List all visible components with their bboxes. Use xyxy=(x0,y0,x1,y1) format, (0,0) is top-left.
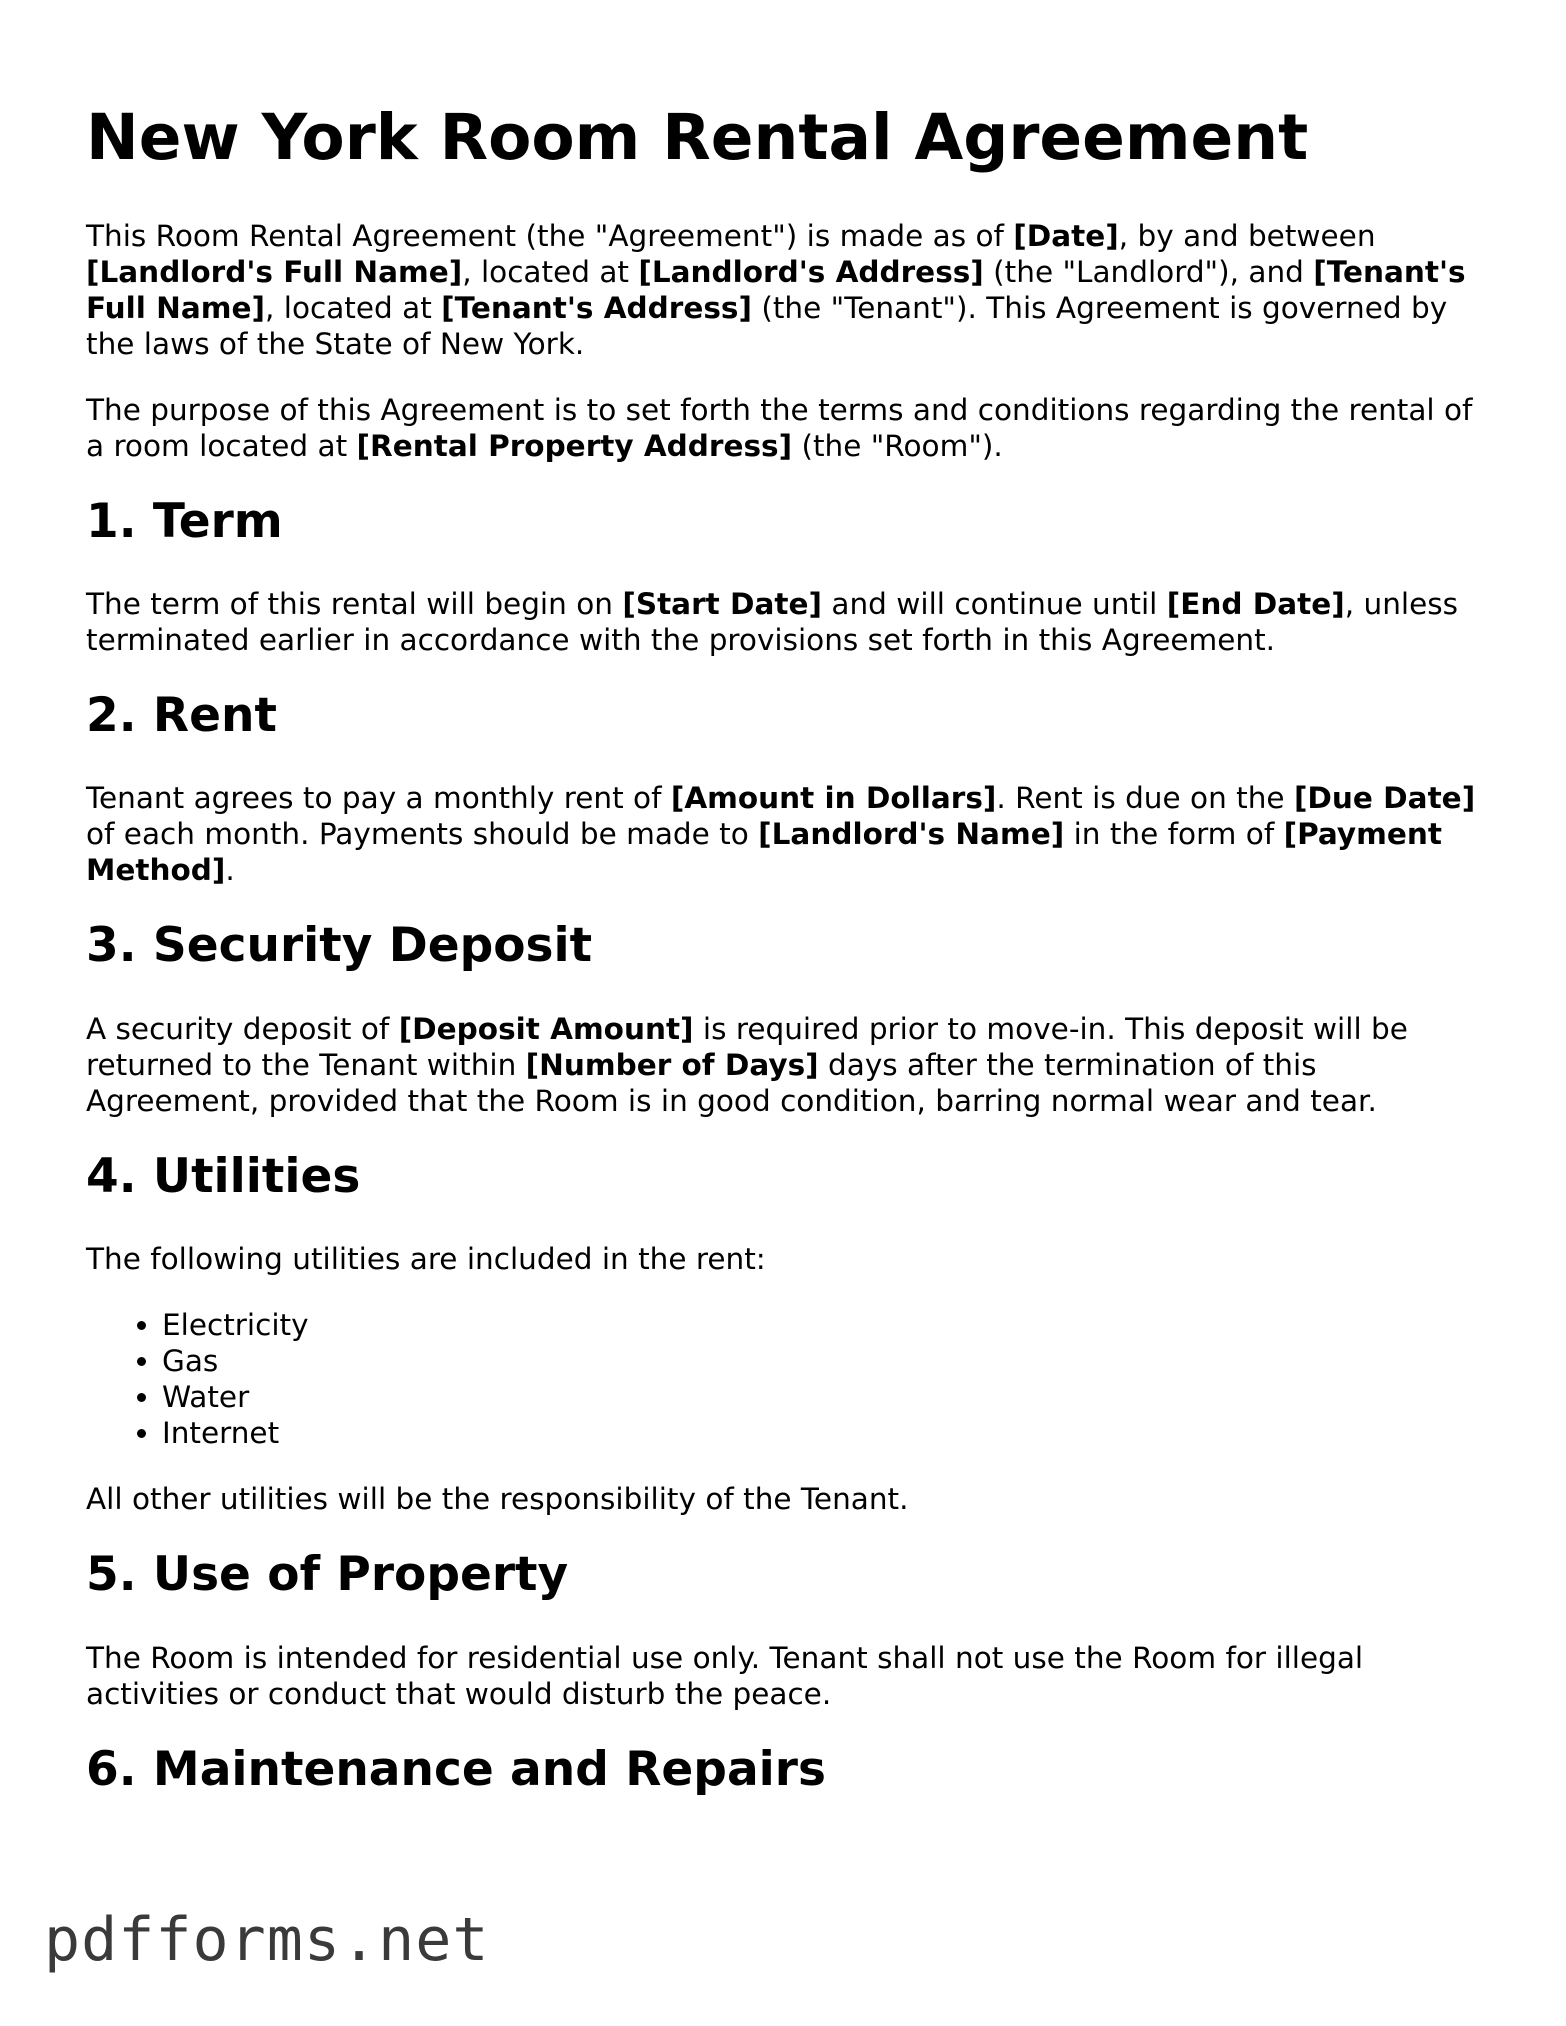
deposit-paragraph: A security deposit of [Deposit Amount] is required prior to move-in. This deposit will be returned to the Tenant within [Number of Days] days after the termination of this Agreement, provided that the Room is in good condition, barring normal wear and tear. xyxy=(86,1011,1408,1118)
section-heading-utilities: 4. Utilities xyxy=(86,1148,361,1204)
placeholder-landlord-full-name: [Landlord's Full Name] xyxy=(86,254,463,289)
placeholder-landlord-address: [Landlord's Address] xyxy=(638,254,984,289)
placeholder-end-date: [End Date] xyxy=(1166,586,1345,621)
list-item: • Electricity xyxy=(162,1307,1486,1343)
list-item: • Gas xyxy=(162,1343,1486,1379)
placeholder-due-date: [Due Date] xyxy=(1293,781,1476,816)
document-page xyxy=(86,100,1486,1834)
section-heading-maintenance-and-repairs: 6. Maintenance and Repairs xyxy=(86,1741,826,1797)
placeholder-tenant-full-name: [Tenant's Full Name] xyxy=(86,254,1466,325)
placeholder-tenant-address: [Tenant's Address] xyxy=(441,290,752,325)
section-heading-security-deposit: 3. Security Deposit xyxy=(86,918,593,974)
intro-paragraph-purpose: The purpose of this Agreement is to set forth the terms and conditions regarding the rental of a room located at [Rental Property Address] (the "Room"). xyxy=(86,392,1473,463)
rent-paragraph: Tenant agrees to pay a monthly rent of [Amount in Dollars]. Rent is due on the [Due Date] of each month. Payments should be made to [Landlord's Name] in the form of [Payment Method]. xyxy=(86,781,1476,888)
utilities-outro: All other utilities will be the responsibility of the Tenant. xyxy=(86,1482,909,1517)
section-heading-rent: 2. Rent xyxy=(86,687,277,743)
section-heading-use-of-property: 5. Use of Property xyxy=(86,1547,569,1603)
use-of-property-paragraph: The Room is intended for residential use only. Tenant shall not use the Room for illegal activities or conduct that would disturb the peace. xyxy=(86,1640,1364,1711)
section-heading-term: 1. Term xyxy=(86,493,283,549)
term-paragraph: The term of this rental will begin on [Start Date] and will continue until [End Date], unless terminated earlier in accordance with the provisions set forth in this Agreement. xyxy=(86,586,1458,657)
placeholder-start-date: [Start Date] xyxy=(622,586,822,621)
placeholder-number-of-days: [Number of Days] xyxy=(525,1047,819,1082)
placeholder-landlord-name: [Landlord's Name] xyxy=(758,817,1065,852)
list-item: • Water xyxy=(162,1379,1486,1415)
document-title: New York Room Rental Agreement xyxy=(86,101,1309,174)
intro-paragraph-parties: This Room Rental Agreement (the "Agreement") is made as of [Date], by and between [Landlord's Full Name], located at [Landlord's Address] (the "Landlord"), and [Tenant's Full Name], located at [Tenant's Address] (the "Tenant"). This Agreement is governed by the laws of the State of New York. xyxy=(86,218,1466,361)
placeholder-amount-in-dollars: [Amount in Dollars] xyxy=(670,781,997,816)
placeholder-rental-property-address: [Rental Property Address] xyxy=(356,428,793,463)
placeholder-date: [Date] xyxy=(1013,218,1119,253)
placeholder-payment-method: [Payment Method] xyxy=(86,817,1442,888)
utilities-intro: The following utilities are included in the rent: xyxy=(86,1242,766,1277)
watermark-logo: pdfforms.net xyxy=(44,1905,490,1975)
placeholder-deposit-amount: [Deposit Amount] xyxy=(398,1011,694,1046)
utilities-list xyxy=(86,1307,1486,1451)
list-item: • Internet xyxy=(162,1415,1486,1451)
